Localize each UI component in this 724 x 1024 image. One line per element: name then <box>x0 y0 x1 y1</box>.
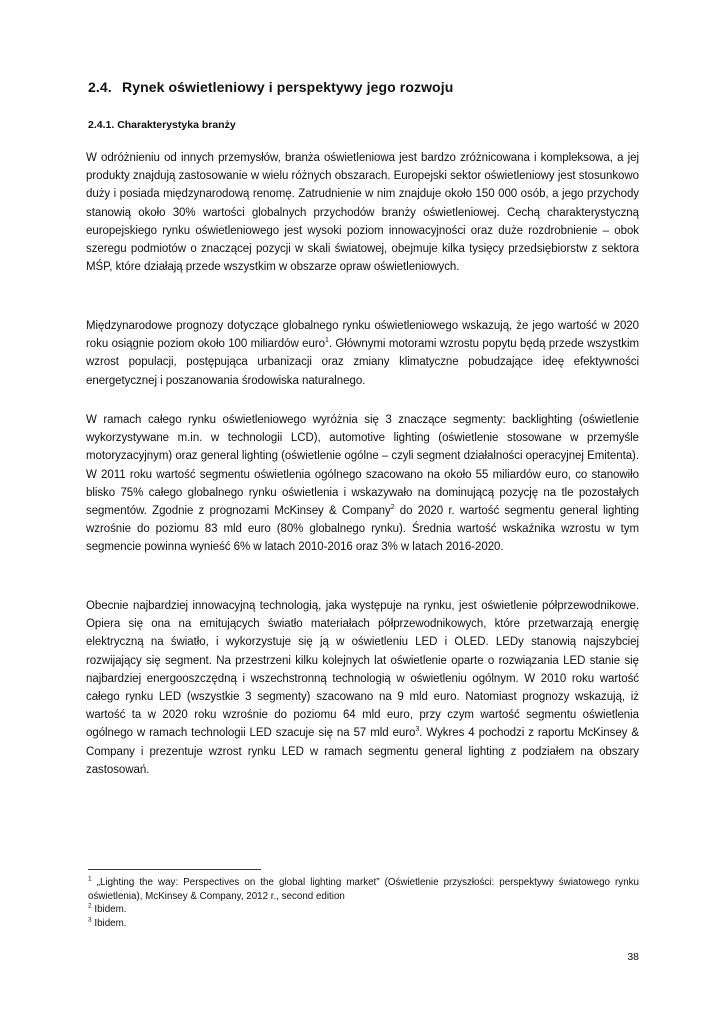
footnote-ref-2: 2 <box>390 504 395 512</box>
footnote-divider <box>88 869 261 870</box>
paragraph-text: W odróżnieniu od innych przemysłów, branża oświetleniowa jest bardzo zróżnicowana i kompleksowa, a jej produkty znajdują zastosowanie w wielu różnych obszarach. Europejski sektor oświetleniowy jest stosunkowo duży i posiada międzynarodową renomę. Zatrudnienie w nim znajduje około 150 000 osób, a jego przychody stanowią około 30% wartości globalnych przychodów branży oświetleniowej. Cechą charakterystyczną europejskiego rynku oświetleniowego jest wysoki poziom innowacyjności oraz duże rozdrobnienie – obok szeregu podmiotów o znaczącej pozycji w skali światowej, obejmuje kilka tysięcy przedsiębiorstw z sektora MŚP, które działają przede wszystkim w obszarze opraw oświetleniowych. <box>86 152 639 274</box>
footnote-2 <box>88 903 639 917</box>
subsection-heading: 2.4.1. Charakterystyka branży <box>88 119 236 131</box>
paragraph-text <box>86 411 639 557</box>
document-page <box>86 0 639 1024</box>
paragraph-text-part: Międzynarodowe prognozy dotyczące globalnego rynku oświetleniowego wskazują, że jego wartość w 2020 roku osiągnie poziom około 100 miliardów euro <box>86 320 639 351</box>
page-number: 38 <box>627 951 639 963</box>
footnote-ref-3: 3 <box>415 726 420 734</box>
paragraph-led-technology <box>86 597 639 779</box>
paragraph-text-part: W ramach całego rynku oświetleniowego wyróżnia się 3 znaczące segmenty: backlighting (oświetlenie wykorzystywane m.in. w technologii LCD), automotive lighting (oświetlenie stosowane w przemyśle motoryzacyjnym) oraz general lighting (oświetlenie ogólne – czyli segment działalności operacyjnej Emitenta). W 2011 roku wartość segmentu oświetlenia ogólnego szacowano na około 55 miliardów euro, co stanowiło blisko 75% całego globalnego rynku oświetlenia i wskazywało na dominującą pozycję na tle pozostałych segmentów. Zgodnie z prognozami McKinsey & Company <box>86 414 639 518</box>
footnote-text: Ibidem. <box>91 904 127 915</box>
section-title: Rynek oświetleniowy i perspektywy jego rozwoju <box>122 79 454 95</box>
paragraph-text-part: . Głównymi motorami wzrostu popytu będą przede wszystkim wzrost populacji, postępująca urbanizacji oraz zmiany klimatyczne pobudzające ideę efektywności energetycznej i poszanowania środowiska naturalnego. <box>86 338 640 387</box>
footnote-mark: 1 <box>88 875 92 883</box>
footnotes <box>88 876 639 930</box>
paragraph-market-segments <box>86 411 639 557</box>
paragraph-text-part: do 2020 r. wartość segmentu general lighting wzrośnie do poziomu 83 mld euro (80% globalnego rynku). Średnia wartość wskaźnika wzrostu w tym segmencie powinna wynieść 6% w latach 2010-2016 oraz 3% w latach 2016-2020. <box>86 505 640 554</box>
footnote-mark: 3 <box>88 916 92 924</box>
paragraph-industry-characteristics <box>86 149 639 276</box>
section-number: 2.4. <box>88 79 112 95</box>
footnote-1 <box>88 876 639 903</box>
paragraph-text-part: . Wykres 4 pochodzi z raportu McKinsey & Company i prezentuje wzrost rynku LED w ramach segmentu general lighting z podziałem na obszary zastosowań. <box>86 727 639 776</box>
footnote-ref-1: 1 <box>324 337 329 345</box>
paragraph-text <box>86 597 639 779</box>
paragraph-text <box>86 317 639 390</box>
footnote-mark: 2 <box>88 902 92 910</box>
paragraph-global-forecasts <box>86 317 639 390</box>
footnote-text: „Lighting the way: Perspectives on the global lighting market” (Oświetlenie przyszłości: perspektywy światowego rynku oświetlenia), McKinsey & Company, 2012 r., second edition <box>88 877 639 902</box>
section-heading <box>88 79 453 95</box>
paragraph-text-part: Obecnie najbardziej innowacyjną technologią, jaka występuje na rynku, jest oświetlenie półprzewodnikowe. Opiera się ona na emitujących światło materiałach półprzewodnikowych, które przetwarzają energię elektryczną na światło, i wykorzystuje się ją w oświetleniu LED i OLED. LEDy stanowią najszybciej rozwijający się segment. Na przestrzeni kilku kolejnych lat oświetlenie oparte o rozwiązania LED stanie się najbardziej energooszczędną i wszechstronną technologią w oświetleniu ogólnym. W 2010 roku wartość całego rynku LED (wszystkie 3 segmenty) szacowano na 9 mld euro. Natomiast prognozy wskazują, iż wartość ta w 2020 roku wzrośnie do poziomu 64 mld euro, przy czym wartość segmentu oświetlenia ogólnego w ramach technologii LED szacuje się na 57 mld euro <box>86 600 639 740</box>
footnote-3 <box>88 917 639 931</box>
footnote-text: Ibidem. <box>91 917 127 929</box>
